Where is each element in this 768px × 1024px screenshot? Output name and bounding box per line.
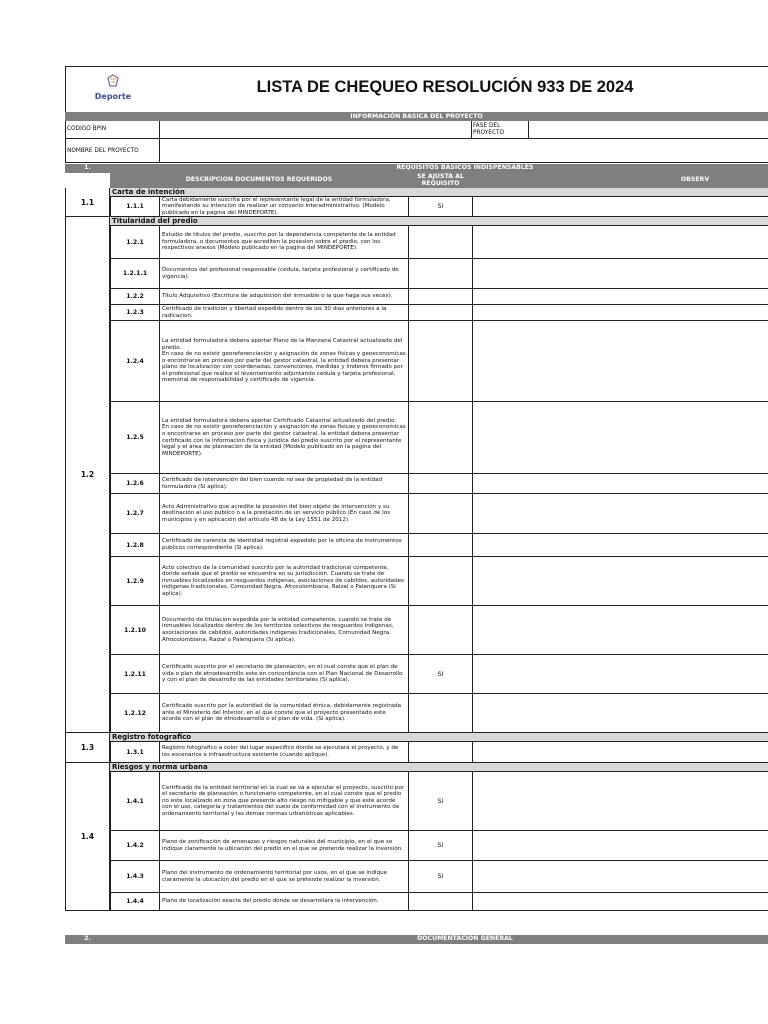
ajusta-requisito-cell[interactable]: SI — [408, 831, 472, 861]
requirement-code: 1.4.3 — [110, 861, 159, 893]
ajusta-requisito-cell[interactable] — [408, 534, 472, 557]
group-title-1.4: Riesgos y norma urbana — [110, 763, 768, 772]
requirement-description — [159, 289, 408, 305]
basic-info-header: INFORMACIÓN BASICA DEL PROYECTO — [65, 112, 768, 121]
mindeporte-logo — [93, 73, 133, 105]
observaciones-cell[interactable] — [472, 893, 768, 911]
requirement-code: 1.2.2 — [110, 289, 159, 305]
requirement-code: 1.2.7 — [110, 494, 159, 534]
observaciones-cell[interactable] — [472, 742, 768, 763]
requirement-code: 1.2.8 — [110, 534, 159, 557]
group-number-1.4: 1.4 — [65, 763, 110, 911]
requirement-text: Documento de titulacion expedida por la entidad competente, cuando se trate de inmuebles localizados dentro de los territorios colectivos de resguardos indigenas, asociaciones de cabildos, autoridades indigenas tradicionales, Comunidad Negra, Afrocolombiana, Raizal o Palenquera (Si aplica). — [162, 616, 394, 643]
requirement-text: Certificado de tradicion y libertad expedido dentro de los 30 dias anteriores a la radicacion. — [162, 305, 387, 319]
group-title-1.3: Registro fotografico — [110, 733, 768, 742]
requirement-code: 1.3.1 — [110, 742, 159, 763]
section2-header — [65, 935, 768, 944]
observaciones-cell[interactable] — [472, 321, 768, 402]
requirement-code: 1.2.1 — [110, 226, 159, 259]
group-number-1.3: 1.3 — [65, 733, 110, 763]
group-title-1.1: Carta de intención — [110, 188, 768, 197]
requirement-text: Certificado de intervención del bien cuando no sea de propiedad de la entidad formuladora (Si aplica). — [162, 476, 383, 490]
observaciones-cell[interactable] — [472, 259, 768, 289]
requirement-text: Plano de localización exacta del predio donde se desarrollara la intervención. — [162, 898, 379, 905]
requirement-text: Carta debidamente suscrita por el representante legal de la entidad formuladora, manifestando su intencion de realizar un convenio interadministrativo. (Modelo publicado en la pagina del MINDEPORTE). — [162, 197, 391, 216]
group-number-1.2: 1.2 — [65, 217, 110, 733]
observaciones-cell[interactable] — [472, 402, 768, 474]
observaciones-cell[interactable] — [472, 474, 768, 494]
nombre-value-field[interactable] — [159, 139, 768, 163]
ajusta-requisito-cell[interactable]: SI — [408, 197, 472, 217]
requirement-code: 1.2.4 — [110, 321, 159, 402]
ajusta-requisito-cell[interactable] — [408, 694, 472, 733]
observaciones-cell[interactable] — [472, 197, 768, 217]
observaciones-cell[interactable] — [472, 226, 768, 259]
ajusta-requisito-cell[interactable] — [408, 289, 472, 305]
requirement-text: Titulo Adquisitivo (Escritura de adquisición del inmueble o la que haga sus veces). — [162, 293, 393, 300]
observaciones-cell[interactable] — [472, 655, 768, 694]
requirement-text: Documentos del profesional responsable (cedula, tarjeta profesional y certificado de vigencia). — [162, 266, 399, 280]
ajusta-requisito-cell[interactable] — [408, 321, 472, 402]
group-title-1.2: Titularidad del predio — [110, 217, 768, 226]
nombre-label: NOMBRE DEL PROYECTO — [67, 148, 139, 154]
requirement-code: 1.2.5 — [110, 402, 159, 474]
requirement-description — [159, 655, 408, 694]
requirement-code: 1.2.9 — [110, 557, 159, 606]
ajusta-requisito-cell[interactable] — [408, 494, 472, 534]
page-title: LISTA DE CHEQUEO RESOLUCIÓN 933 DE 2024 — [256, 78, 634, 96]
logo-text: Deporte — [94, 92, 132, 101]
ajusta-requisito-cell[interactable] — [408, 402, 472, 474]
requirement-text: Plano del instrumento de ordenamiento territorial por usos, en el que se indique claramente la ubicación del predio en el que se pretende realizar la inversión. — [162, 869, 388, 883]
requirement-text: Acto colectivo de la comunidad suscrito por la autoridad tradicional competente, donde señale que el predio se encuentra en su jurisdicción. Cuando se trate de inmuebles localizados en resguardos indigenas, asociaciones de cabildos, autoridades indigenas tradicionales, Comunidad Negra, Afrocolombiana, Raizal o Palenquera (Si aplica). — [162, 564, 404, 597]
requirement-code: 1.4.1 — [110, 772, 159, 831]
observaciones-cell[interactable] — [472, 289, 768, 305]
bpin-label-cell — [65, 121, 159, 139]
fase-label: FASE DEL PROYECTO — [473, 123, 505, 136]
requirement-code: 1.2.10 — [110, 606, 159, 655]
section1-header — [65, 164, 768, 173]
requirement-description — [159, 893, 408, 911]
ajusta-requisito-cell[interactable] — [408, 259, 472, 289]
col-ajusta-header: SE AJUSTA AL REQUISITO — [417, 173, 464, 187]
col-desc-header: DESCRIPCION DOCUMENTOS REQUERIDOS — [185, 176, 333, 183]
requirement-description — [159, 557, 408, 606]
requirement-code: 1.2.11 — [110, 655, 159, 694]
ajusta-requisito-cell[interactable] — [408, 226, 472, 259]
requirement-description — [159, 321, 408, 402]
ajusta-requisito-cell[interactable] — [408, 305, 472, 321]
requirement-text: Estudio de titulos del predio, suscrito por la dependencia competente de la entidad formuladora, o documentos que acrediten la posesion sobre el predio, con los respectivos anexos (Modelo publicado en la pagina del MINDEPORTE). — [162, 232, 396, 252]
requirement-description — [159, 861, 408, 893]
observaciones-cell[interactable] — [472, 557, 768, 606]
requirement-text: Certificado de la entidad territorial en la cual se va a ejecutar el proyecto, suscrito por el secretario de planeación o funcionario competente, en el cual conste que el predio no este localizado en zona que presente alto riesgo no mitigable y que este acorde con el uso, categoria y tratamientos del suelo de conformidad con el instrumento de ordenamiento territorial y las demas normas urbanisticas aplicables. — [162, 784, 405, 817]
col-obs-header: OBSERV — [680, 176, 710, 183]
requirement-description — [159, 474, 408, 494]
requirement-text: La entidad formuladora debera aportar Certificado Catastral actualizado del predio. En caso de no existir georeferenciación y asignación de zonas físicas y geoeconomicas o encontrarse en proceso por parte del gestor catastral, la entidad debera presentar certificado con la informacion física y juridica del predio suscrito por el representante legal y el area de planeación de la entidad (Modelo publicado en la pagina del MINDEPORTE). — [162, 417, 406, 457]
requirement-code: 1.1.1 — [110, 197, 159, 217]
requirement-code: 1.4.2 — [110, 831, 159, 861]
ajusta-requisito-cell[interactable]: SI — [408, 861, 472, 893]
requirement-description — [159, 305, 408, 321]
ajusta-requisito-cell[interactable] — [408, 474, 472, 494]
requirement-code: 1.2.1.1 — [110, 259, 159, 289]
requirement-description — [159, 197, 408, 217]
requirement-description — [159, 402, 408, 474]
fase-value-field[interactable] — [528, 121, 768, 139]
requirement-description — [159, 534, 408, 557]
observaciones-cell[interactable] — [472, 606, 768, 655]
observaciones-cell[interactable] — [472, 305, 768, 321]
section1-number: 1. — [84, 164, 91, 171]
column-headers — [110, 173, 768, 188]
ajusta-requisito-cell[interactable] — [408, 893, 472, 911]
section2-title: DOCUMENTACIÓN GENERAL — [417, 935, 513, 942]
observaciones-cell[interactable] — [472, 694, 768, 733]
ajusta-requisito-cell[interactable] — [408, 557, 472, 606]
requirement-description — [159, 259, 408, 289]
requirement-text: Certificado suscrito por el secretario de planeación, en el cual conste que el plan de vida o plan de etnodesarrollo este en concordancia con el Plan Nacional de Desarrollo y con el plan de desarrollo de las entidades territoriales (Si aplica). — [162, 664, 403, 684]
requirement-code: 1.2.3 — [110, 305, 159, 321]
requirement-text: Certificado suscrito por la autoridad de la comunidad étnica, debidamente registrada ante el Ministerio del Interior, en el que conste que el proyecto presentado este acorde con el plan de etnodesarrollo o el plan de vida. (Si aplica). — [162, 703, 402, 723]
requirement-description — [159, 694, 408, 733]
observaciones-cell[interactable] — [472, 861, 768, 893]
requirement-code: 1.2.6 — [110, 474, 159, 494]
requirement-description — [159, 226, 408, 259]
requirement-code: 1.2.12 — [110, 694, 159, 733]
fase-label-cell — [471, 121, 528, 139]
requirement-description — [159, 606, 408, 655]
observaciones-cell[interactable] — [472, 494, 768, 534]
observaciones-cell[interactable] — [472, 534, 768, 557]
requirement-text: Registro fotografico a color del lugar especifico donde se ejecutará el proyecto, y de los escenarios e infraestructura existente (cuando aplique). — [162, 745, 399, 758]
ajusta-requisito-cell[interactable]: SI — [408, 655, 472, 694]
requirement-description — [159, 494, 408, 534]
nombre-label-cell — [65, 139, 159, 163]
requirement-description — [159, 772, 408, 831]
section2-number: 2. — [84, 935, 91, 942]
requirement-text: La entidad formuladora debera aportar Plano de la Manzana Catastral actualizado del predio. En caso de no existir georeferenciación y asignación de zonas físicas y geoeconomicas o encontrarse en proceso por parte del gestor catastral, la entidad debera presentar plano de localización con coordenadas, convenciones, medidas y linderos firmado por el profesional que realice el levantamiento adjuntando cedula y tarjeta profesional, memorial de responsabilidad y certificado de vigencia. — [162, 337, 406, 384]
bpin-value-field[interactable] — [159, 121, 471, 139]
section1-title: REQUISITOS BASICOS INDISPENSABLES — [396, 164, 534, 171]
requirement-description — [159, 742, 408, 763]
observaciones-cell[interactable] — [472, 772, 768, 831]
requirement-text: Plano de zonificación de amenazas y riesgos naturales del municipio, en el que se indique claramente la ubicación del predio en el que se pretende realizar la inversión. — [162, 838, 404, 852]
requirement-text: Acto Administrativo que acredite la posesión del bien objeto de intervención y su destinación al uso publico o a la prestación de un servicio público (En caso de los municipios y en aplicación del artículo 48 de la Ley 1551 de 2012). — [162, 503, 391, 523]
checklist-sheet — [65, 66, 768, 946]
observaciones-cell[interactable] — [472, 831, 768, 861]
ajusta-requisito-cell[interactable] — [408, 742, 472, 763]
group-number-1.1: 1.1 — [65, 188, 110, 217]
logo-emblem-icon — [105, 74, 121, 88]
ajusta-requisito-cell[interactable] — [408, 606, 472, 655]
requirement-code: 1.4.4 — [110, 893, 159, 911]
requirement-description — [159, 831, 408, 861]
requirement-text: Certificado de carencia de identidad registral expedido por la oficina de instrumentos publicos correspondiente (Si aplica). — [162, 538, 402, 551]
bpin-label: CODIGO BPIN — [67, 126, 107, 132]
ajusta-requisito-cell[interactable]: SI — [408, 772, 472, 831]
